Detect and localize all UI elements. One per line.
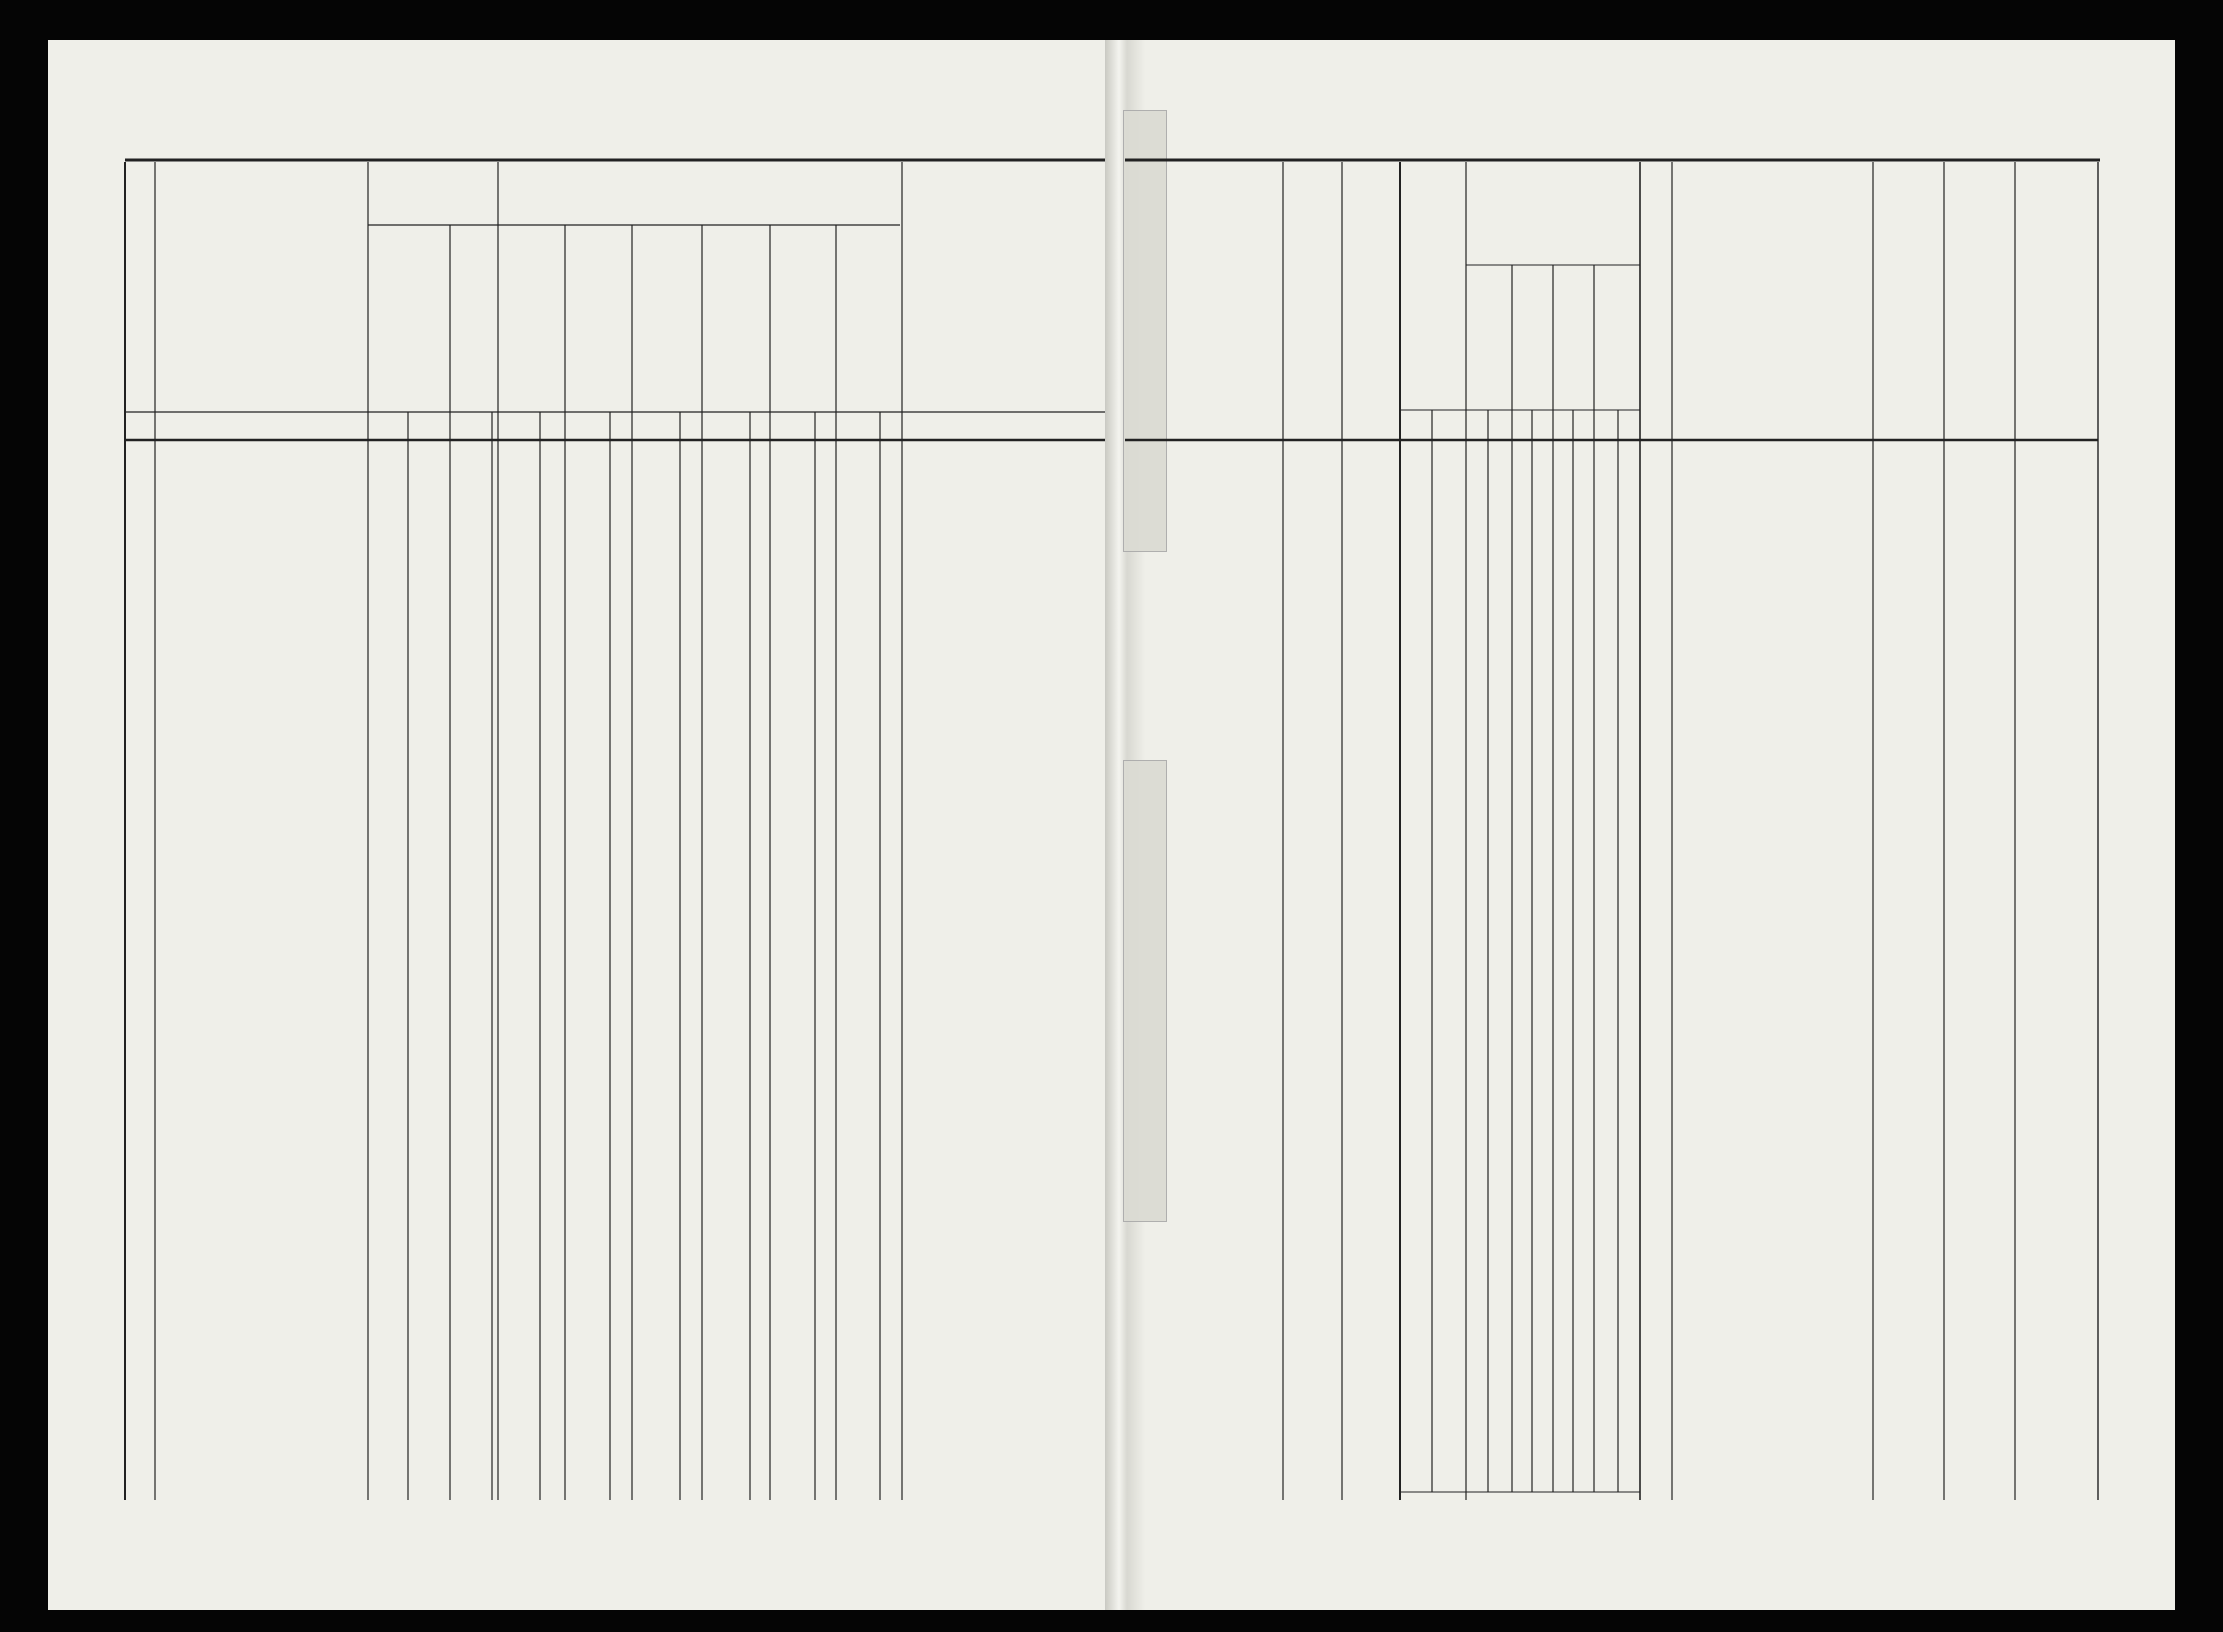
column-dividers	[155, 162, 2015, 1500]
